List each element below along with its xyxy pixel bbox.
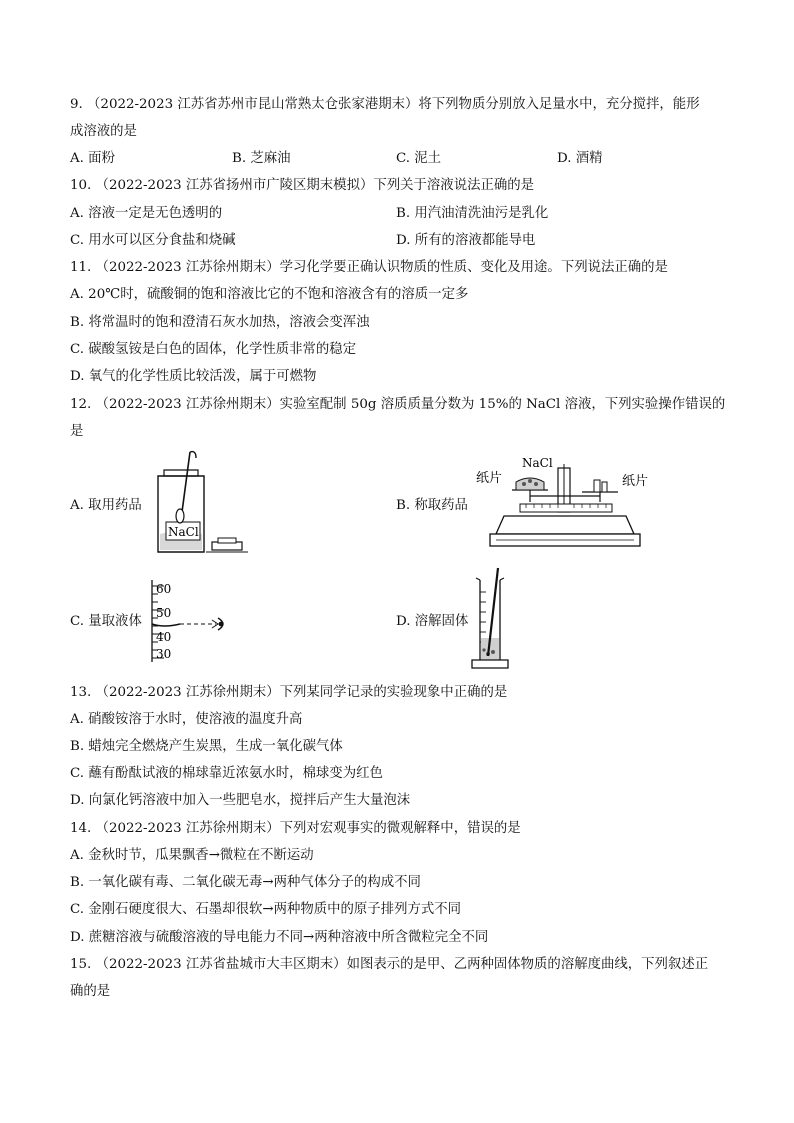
paper-left-label: 纸片 [476, 471, 503, 486]
q13-option-d: D. 向氯化钙溶液中加入一些肥皂水，搅拌后产生大量泡沫 [70, 793, 411, 808]
q10-stem: 10. （2022-2023 江苏省扬州市广陵区期末模拟）下列关于溶液说法正确的是 [70, 178, 535, 193]
q11-option-c: C. 碳酸氢铵是白色的固体，化学性质非常的稳定 [70, 342, 357, 357]
q12-option-c: C. 量取液体 [70, 614, 142, 629]
q12-option-d: D. 溶解固体 [396, 614, 469, 629]
cylinder-tick-40: 40 [156, 630, 172, 644]
q12-option-b: B. 称取药品 [396, 498, 468, 513]
cylinder-tick-30: 30 [156, 647, 172, 661]
nacl-bottle-label: NaCl [168, 525, 199, 539]
q11-option-a: A. 20℃时，硫酸铜的饱和溶液比它的不饱和溶液含有的溶质一定多 [70, 287, 469, 302]
q9-stem-line1: 9. （2022-2023 江苏省苏州市昆山常熟太仓张家港期末）将下列物质分别放入足量水中，充分搅拌，能形 [70, 97, 700, 112]
q14-option-d: D. 蔗糖溶液与硫酸溶液的导电能力不同→两种溶液中所含微粒完全不同 [70, 930, 489, 945]
q11-stem: 11. （2022-2023 江苏徐州期末）学习化学要正确认识物质的性质、变化及用途。下列说法正确的是 [70, 260, 668, 275]
q12-stem-line1: 12. （2022-2023 江苏徐州期末）实验室配制 50g 溶质质量分数为 15%的 NaCl 溶液，下列实验操作错误的 [70, 397, 726, 412]
figure-dissolve-cylinder [470, 566, 520, 670]
figure-measuring-cylinder [146, 578, 236, 664]
q9-option-a: A. 面粉 [70, 151, 115, 166]
q10-option-c: C. 用水可以区分食盐和烧碱 [70, 233, 236, 248]
paper-right-label: 纸片 [622, 474, 649, 489]
cylinder-tick-60: 60 [156, 582, 172, 596]
cylinder-tick-50: 50 [156, 606, 172, 620]
q14-option-b: B. 一氧化碳有毒、二氧化碳无毒→两种气体分子的构成不同 [70, 875, 421, 890]
q9-stem-line2: 成溶液的是 [70, 124, 137, 139]
q9-option-c: C. 泥土 [396, 151, 442, 166]
balance-nacl-label: NaCl [522, 456, 553, 470]
q14-stem: 14. （2022-2023 江苏徐州期末）下列对宏观事实的微观解释中，错误的是 [70, 821, 521, 836]
q12-option-a: A. 取用药品 [70, 498, 142, 513]
q13-option-c: C. 蘸有酚酞试液的棉球靠近浓氨水时，棉球变为红色 [70, 766, 383, 781]
q15-stem-line2: 确的是 [70, 984, 111, 999]
q14-option-a: A. 金秋时节，瓜果飘香→微粒在不断运动 [70, 848, 314, 863]
q9-option-d: D. 酒精 [557, 151, 603, 166]
figure-balance [470, 452, 660, 550]
q13-option-b: B. 蜡烛完全燃烧产生炭黑，生成一氧化碳气体 [70, 739, 343, 754]
figure-reagent-bottle [146, 448, 256, 558]
q9-option-b: B. 芝麻油 [232, 151, 291, 166]
q15-stem-line1: 15. （2022-2023 江苏省盐城市大丰区期末）如图表示的是甲、乙两种固体物质的溶解度曲线，下列叙述正 [70, 957, 709, 972]
q11-option-d: D. 氧气的化学性质比较活泼，属于可燃物 [70, 369, 317, 384]
q12-stem-line2: 是 [70, 424, 84, 439]
q10-option-a: A. 溶液一定是无色透明的 [70, 206, 223, 221]
q10-option-d: D. 所有的溶液都能导电 [396, 233, 536, 248]
q11-option-b: B. 将常温时的饱和澄清石灰水加热，溶液会变浑浊 [70, 315, 370, 330]
q14-option-c: C. 金刚石硬度很大、石墨却很软→两种物质中的原子排列方式不同 [70, 902, 462, 917]
q13-stem: 13. （2022-2023 江苏徐州期末）下列某同学记录的实验现象中正确的是 [70, 685, 508, 700]
q13-option-a: A. 硝酸铵溶于水时，使溶液的温度升高 [70, 712, 303, 727]
q10-option-b: B. 用汽油清洗油污是乳化 [396, 206, 549, 221]
